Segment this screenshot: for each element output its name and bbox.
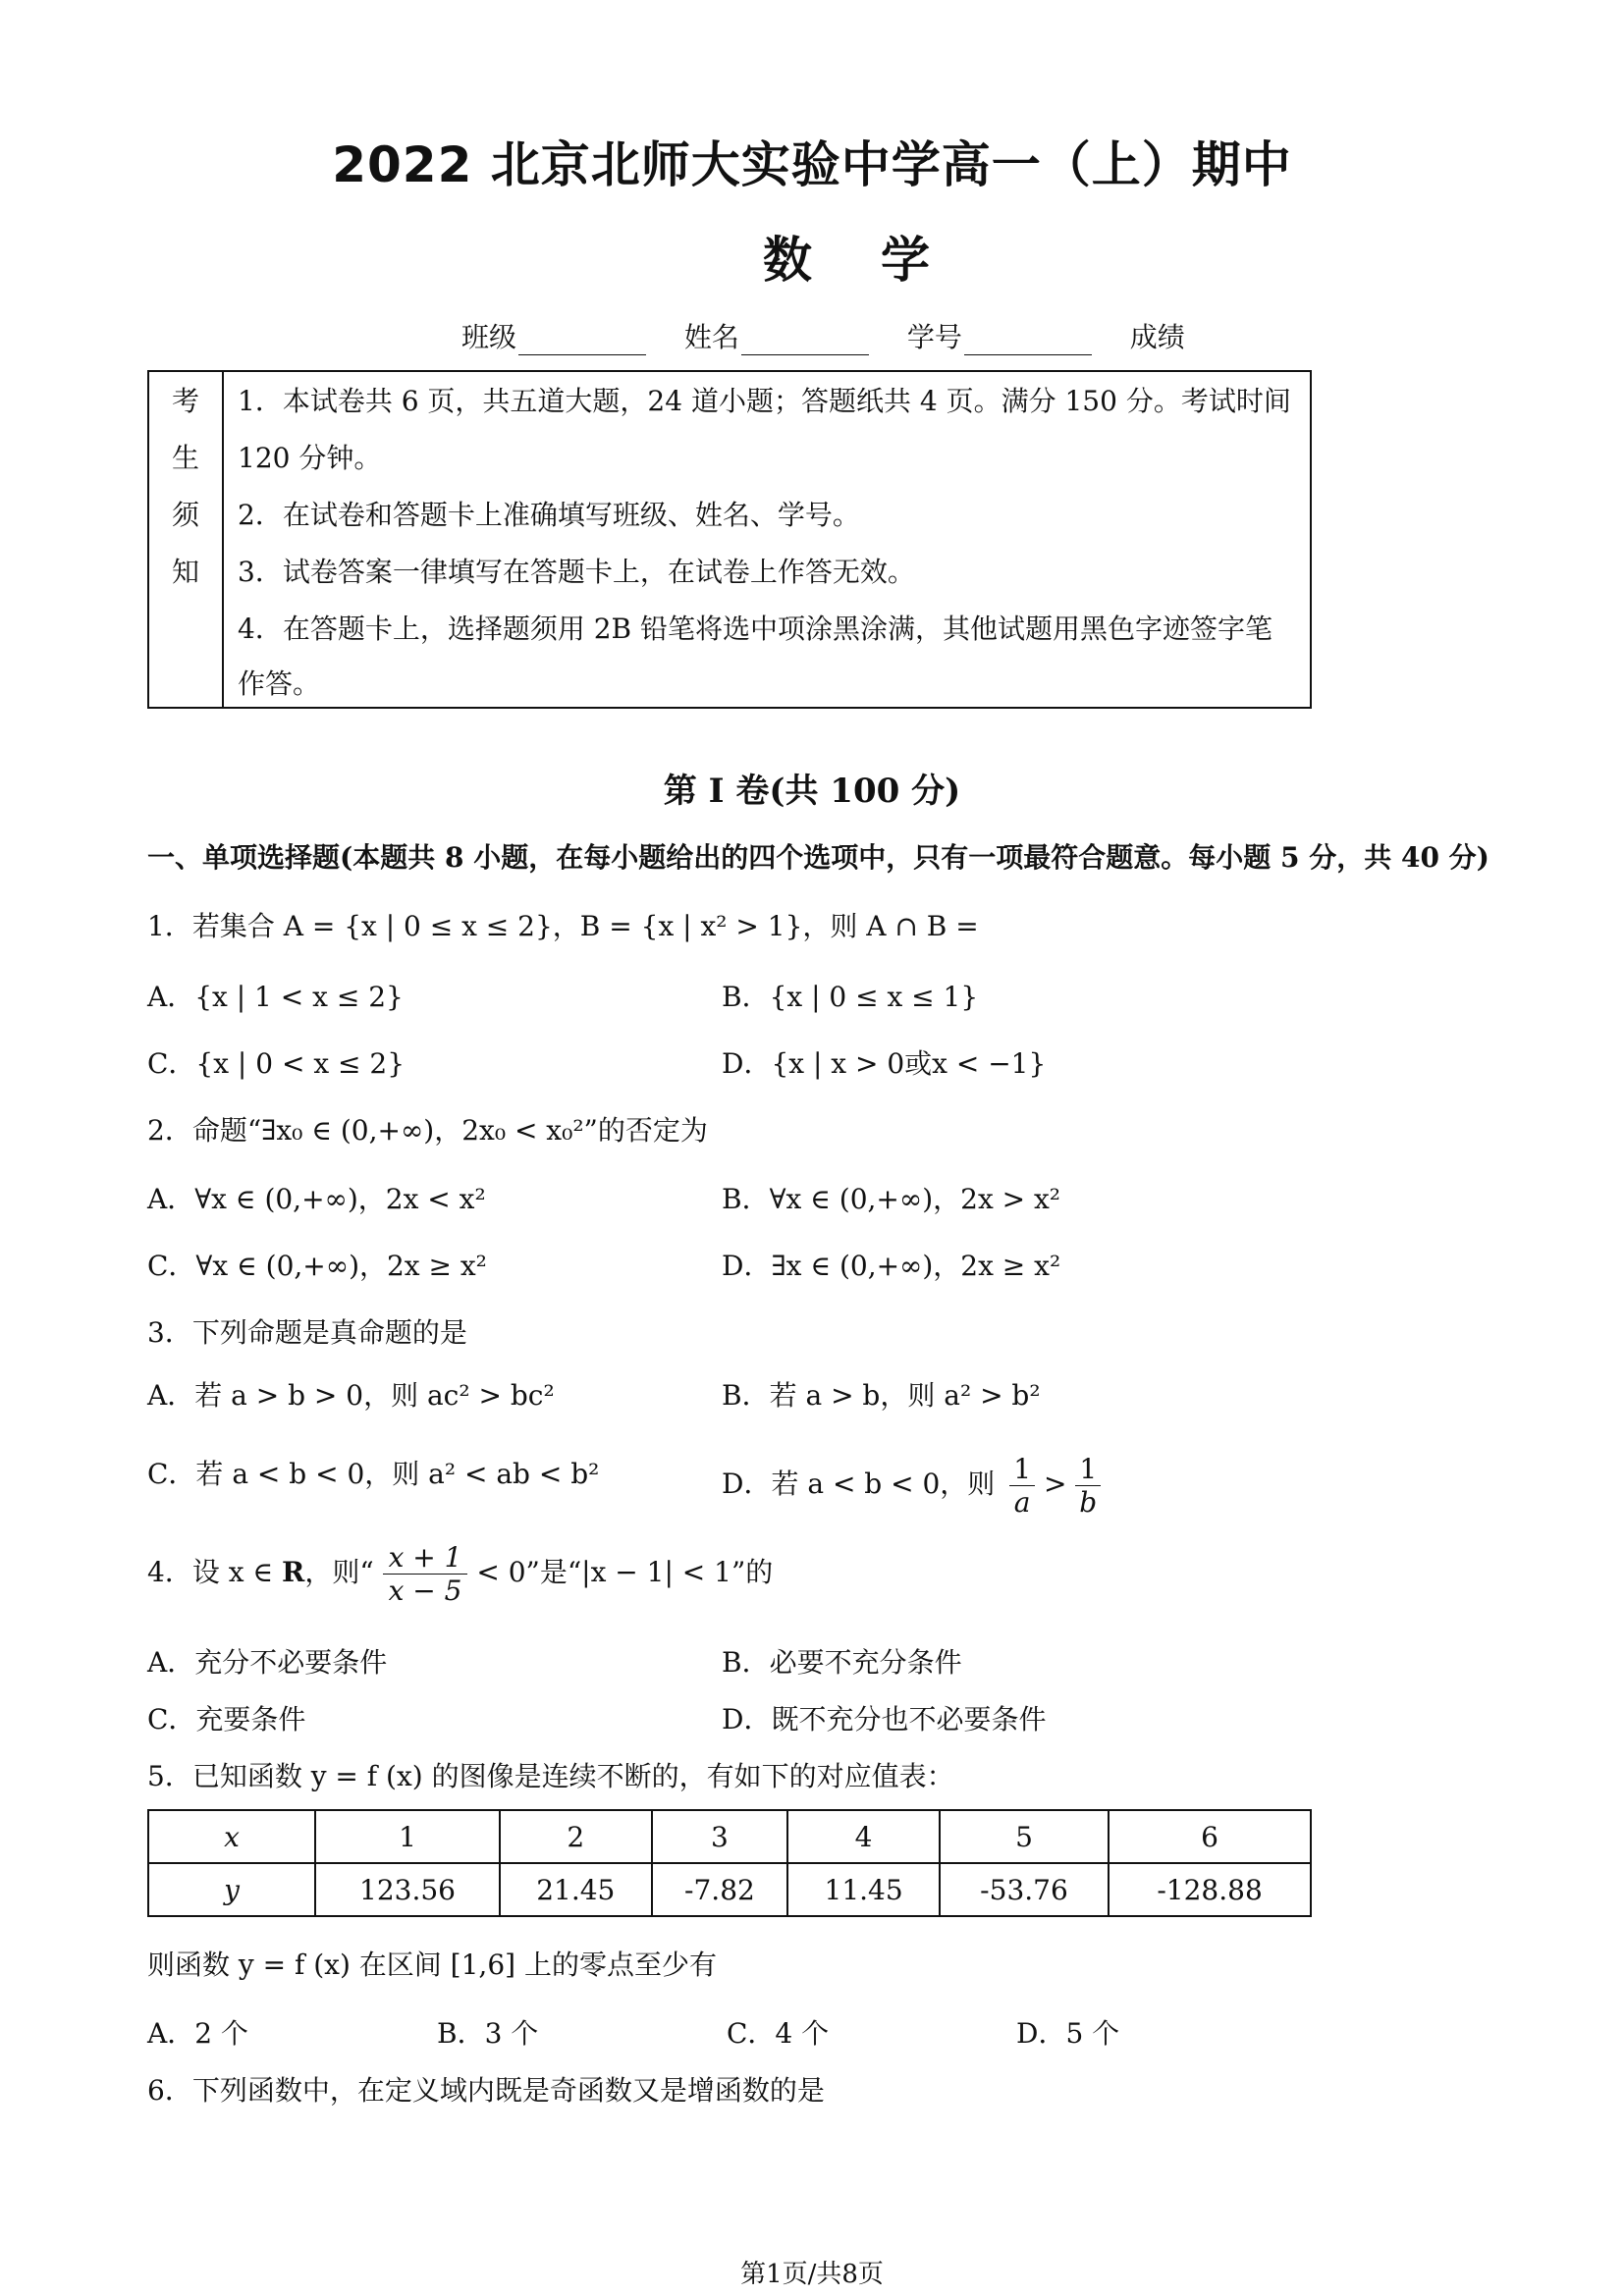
table-cell: 3	[652, 1810, 788, 1863]
question-5-option-c: C．4 个	[727, 2017, 830, 2050]
question-3-option-a: A．若 a > b > 0，则 ac² > bc²	[147, 1379, 555, 1412]
question-4-stem: 4．设 x ∈ R，则“ $\frac{x + 1}{x - 5}$ < 0”是“|x − 1| < 1”的	[147, 1541, 774, 1607]
info-field-name: 姓名	[684, 316, 869, 355]
page-title: 2022 北京北师大实验中学高一（上）期中	[332, 136, 1292, 193]
value-table	[147, 1809, 1312, 1917]
question-5-option-d: D．5 个	[1016, 2017, 1120, 2050]
question-1-option-c: C．{x | 0 < x ≤ 2}	[147, 1047, 406, 1080]
question-4-option-c: C．充要条件	[147, 1703, 306, 1735]
page-footer: 第1页/共8页	[740, 2260, 884, 2289]
table-cell: -7.82	[652, 1863, 788, 1916]
notice-line: 2．在试卷和答题卡上准确填写班级、姓名、学号。	[238, 499, 860, 531]
notice-line: 作答。	[238, 667, 321, 700]
question-2-option-d: D．∃x ∈ (0,+∞)，2x ≥ x²	[722, 1250, 1061, 1282]
question-3-option-d: D．若 a < b < 0，则 $\frac{1}{a}$ > $\frac{1}{b}$	[722, 1453, 1101, 1519]
question-3-option-c: C．若 a < b < 0，则 a² < ab < b²	[147, 1458, 600, 1490]
question-5-stem: 5．已知函数 y = f (x) 的图像是连续不断的，有如下的对应值表：	[147, 1760, 954, 1792]
table-cell: 4	[787, 1810, 940, 1863]
notice-line: 4．在答题卡上，选择题须用 2B 铅笔将选中项涂黑涂满，其他试题用黑色字迹签字笔	[238, 613, 1273, 645]
info-field-id: 学号	[907, 316, 1092, 355]
question-3-option-b: B．若 a > b，则 a² > b²	[722, 1379, 1041, 1412]
question-1-option-b: B．{x | 0 ≤ x ≤ 1}	[722, 981, 979, 1013]
table-header-x: x	[148, 1810, 315, 1863]
question-4-option-b: B．必要不充分条件	[722, 1646, 962, 1679]
question-5-option-a: A．2 个	[147, 2017, 248, 2050]
subject-title: 数学	[763, 232, 999, 289]
question-6-stem: 6．下列函数中，在定义域内既是奇函数又是增函数的是	[147, 2074, 825, 2107]
question-2-option-b: B．∀x ∈ (0,+∞)，2x > x²	[722, 1183, 1061, 1215]
question-2-option-c: C．∀x ∈ (0,+∞)，2x ≥ x²	[147, 1250, 487, 1282]
table-cell: 6	[1109, 1810, 1311, 1863]
question-1-option-d: D．{x | x > 0或x < −1}	[722, 1047, 1047, 1080]
question-4-option-a: A．充分不必要条件	[147, 1646, 388, 1679]
table-cell: 2	[500, 1810, 652, 1863]
table-cell: 21.45	[500, 1863, 652, 1916]
fraction-1-over-a: $\frac{1}{a}$	[1009, 1453, 1035, 1519]
question-2-stem: 2．命题“∃x₀ ∈ (0,+∞)，2x₀ < x₀²”的否定为	[147, 1114, 708, 1147]
info-field-score: 成绩	[1129, 321, 1185, 353]
section-title: 第 I 卷(共 100 分)	[663, 772, 961, 811]
question-5-option-b: B．3 个	[437, 2017, 539, 2050]
table-cell: -128.88	[1109, 1863, 1311, 1916]
question-3-stem: 3．下列命题是真命题的是	[147, 1316, 467, 1349]
fraction-x-plus-1-over-x-minus-5: $\frac{x + 1}{x - 5}$	[383, 1541, 468, 1607]
exam-notice-box	[147, 370, 1312, 709]
table-header-y: y	[148, 1863, 315, 1916]
table-cell: 123.56	[315, 1863, 500, 1916]
question-2-option-a: A．∀x ∈ (0,+∞)，2x < x²	[147, 1183, 486, 1215]
table-row	[148, 1863, 1311, 1916]
notice-line: 3．试卷答案一律填写在答题卡上，在试卷上作答无效。	[238, 556, 915, 588]
notice-line: 1．本试卷共 6 页，共五道大题，24 道小题；答题纸共 4 页。满分 150 分。考试时间	[238, 385, 1291, 417]
question-1-stem: 1．若集合 A = {x | 0 ≤ x ≤ 2}，B = {x | x² > 1}，则 A ∩ B =	[147, 910, 979, 942]
fraction-1-over-b: $\frac{1}{b}$	[1075, 1453, 1101, 1519]
question-5-followup: 则函数 y = f (x) 在区间 [1,6] 上的零点至少有	[147, 1949, 717, 1981]
table-cell: 1	[315, 1810, 500, 1863]
notice-side-label: 考 生 须 知	[149, 372, 224, 707]
table-cell: 5	[940, 1810, 1109, 1863]
table-cell: -53.76	[940, 1863, 1109, 1916]
notice-line: 120 分钟。	[238, 442, 382, 474]
question-4-option-d: D．既不充分也不必要条件	[722, 1703, 1047, 1735]
info-field-class: 班级	[461, 316, 646, 355]
table-row	[148, 1810, 1311, 1863]
student-info-row	[461, 316, 1215, 355]
question-1-option-a: A．{x | 1 < x ≤ 2}	[147, 981, 404, 1013]
table-cell: 11.45	[787, 1863, 940, 1916]
part-heading: 一、单项选择题(本题共 8 小题，在每小题给出的四个选项中，只有一项最符合题意。每小题 5 分，共 40 分)	[147, 841, 1489, 874]
